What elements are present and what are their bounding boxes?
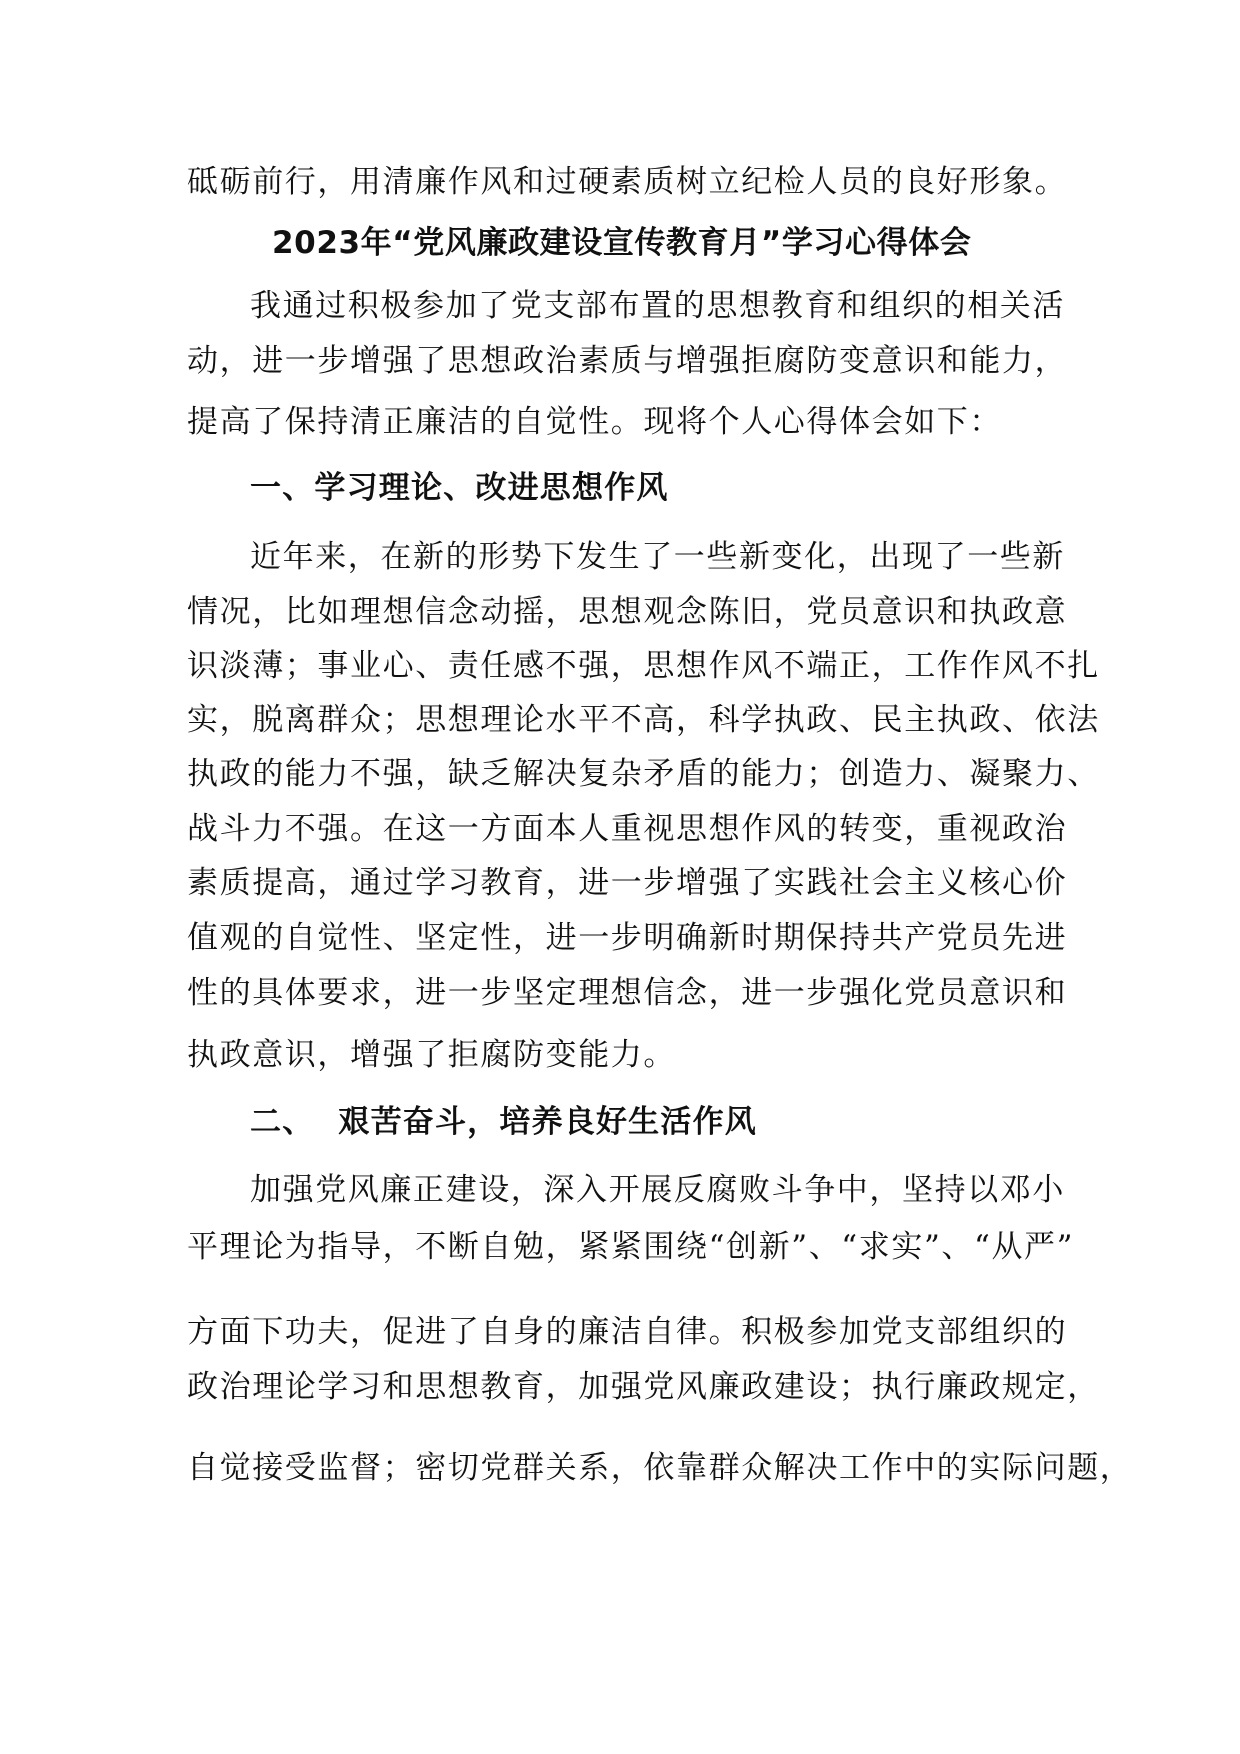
body-text-line: 执政的能力不强，缺乏解决复杂矛盾的能力；创造力、凝聚力、	[187, 756, 1100, 792]
body-text-line: 实，脱离群众；思想理论水平不高，科学执政、民主执政、依法	[187, 702, 1100, 738]
body-text-line: 性的具体要求，进一步坚定理想信念，进一步强化党员意识和	[187, 975, 1068, 1011]
body-text-line: 识淡薄；事业心、责任感不强，思想作风不端正，工作作风不扎	[187, 648, 1100, 684]
body-text-line: 砥砺前行，用清廉作风和过硬素质树立纪检人员的良好形象。	[187, 164, 1068, 200]
body-text-line: 提高了保持清正廉洁的自觉性。现将个人心得体会如下：	[187, 404, 1002, 440]
body-text-line: 自觉接受监督；密切党群关系，依靠群众解决工作中的实际问题，	[187, 1450, 1133, 1486]
body-text-line: 我通过积极参加了党支部布置的思想教育和组织的相关活	[250, 288, 1065, 324]
body-text-line: 近年来，在新的形势下发生了一些新变化，出现了一些新	[250, 539, 1065, 575]
body-text-line: 值观的自觉性、坚定性，进一步明确新时期保持共产党员先进	[187, 920, 1068, 956]
section-heading: 一、学习理论、改进思想作风	[250, 470, 669, 506]
body-text-line: 动，进一步增强了思想政治素质与增强拒腐防变意识和能力，	[187, 343, 1068, 379]
body-text-line: 加强党风廉正建设，深入开展反腐败斗争中，坚持以邓小	[250, 1172, 1065, 1208]
body-text-line: 平理论为指导，不断自勉，紧紧围绕“创新”、“求实”、“从严”	[187, 1229, 1075, 1265]
body-text-line: 执政意识，增强了拒腐防变能力。	[187, 1037, 676, 1073]
body-text-line: 情况，比如理想信念动摇，思想观念陈旧，党员意识和执政意	[187, 594, 1068, 630]
section-heading: 二、 艰苦奋斗，培养良好生活作风	[250, 1104, 757, 1140]
body-text-line: 政治理论学习和思想教育，加强党风廉政建设；执行廉政规定，	[187, 1369, 1100, 1405]
document-title: 2023年“党风廉政建设宣传教育月”学习心得体会	[272, 225, 972, 261]
body-text-line: 素质提高，通过学习教育，进一步增强了实践社会主义核心价	[187, 865, 1068, 901]
body-text-line: 方面下功夫，促进了自身的廉洁自律。积极参加党支部组织的	[187, 1314, 1068, 1350]
body-text-line: 战斗力不强。在这一方面本人重视思想作风的转变，重视政治	[187, 811, 1068, 847]
